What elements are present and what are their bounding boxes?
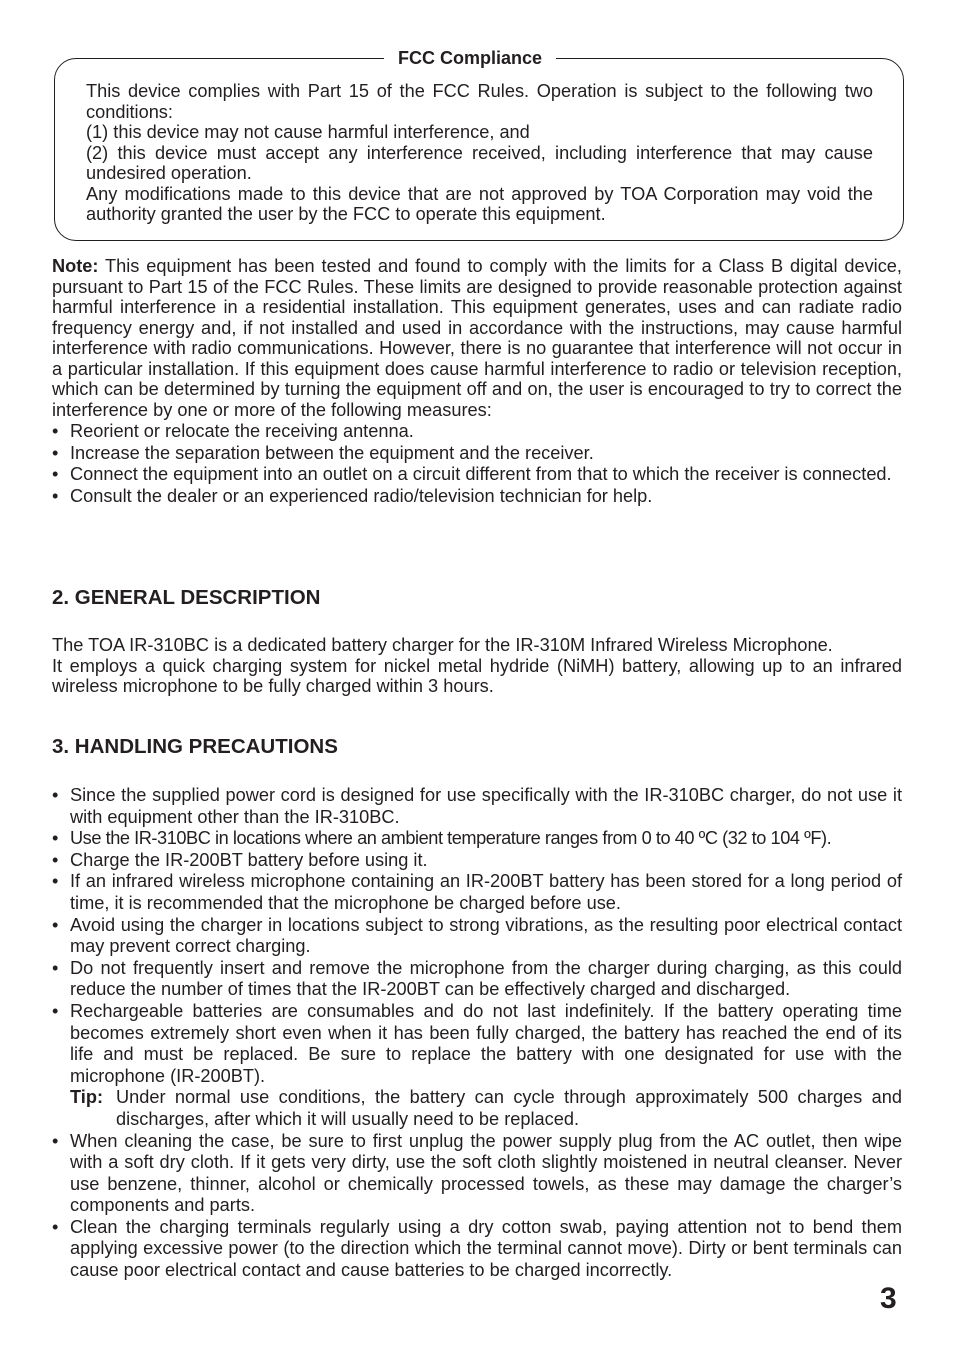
bullet-icon: • (52, 785, 59, 805)
list-item: • Avoid using the charger in locations subject to strong vibrations, as the resulting poor electrical contact may prevent correct charging. (52, 914, 902, 957)
tip-label: Tip: (70, 1087, 104, 1108)
list-item: • Charge the IR-200BT battery before using it. (52, 849, 428, 870)
note-text: This equipment has been tested and found to comply with the limits for a Class B digital device, pursuant to Part 15 of the FCC Rules. These limits are designed to provide reasonable protection against harmful interference in a residential installation. This equipment generates, uses and can radiate radio frequency energy and, if not installed and used in accordance with the instructions, may cause harmful interference with radio communications. However, there is no guarantee that interference will not occur in a particular installation. If this equipment does cause harmful interference to radio or television reception, which can be determined by turning the equipment off and on, the user is encouraged to try to correct the interference by one or more of the following measures: (52, 256, 902, 420)
note-label: Note: (52, 256, 99, 276)
section-heading-handling-precautions: 3. HANDLING PRECAUTIONS (52, 735, 338, 758)
bullet-icon: • (52, 871, 59, 892)
handling-precautions-body (52, 785, 902, 1282)
general-description-line: The TOA IR-310BC is a dedicated battery charger for the IR-310M Infrared Wireless Microphone. (52, 635, 833, 655)
bullet-icon: • (52, 442, 59, 463)
handling-precautions-list (52, 785, 902, 1282)
note-measures-list (52, 421, 902, 506)
tip-note (70, 1087, 902, 1130)
fcc-compliance-title: FCC Compliance (384, 47, 556, 69)
list-item: • Consult the dealer or an experienced radio/television technician for help. (52, 485, 653, 506)
list-item: • If an infrared wireless microphone containing an IR-200BT battery has been stored for a long period of time, it is recommended that the microphone be charged before use. (52, 871, 902, 913)
general-description-body (52, 635, 902, 697)
list-item: • Use the IR-310BC in locations where an ambient temperature ranges from 0 to 40 ºC (32 to 104 ºF). (52, 828, 832, 849)
list-item: • Connect the equipment into an outlet on a circuit different from that to which the receiver is connected. (52, 464, 892, 484)
bullet-icon: • (52, 828, 58, 849)
fcc-condition-2: (2) this device must accept any interference received, including interference that may cause undesired operation. (86, 142, 873, 183)
bullet-icon: • (52, 914, 59, 935)
list-item: • Increase the separation between the equipment and the receiver. (52, 442, 594, 463)
bullet-icon: • (52, 957, 59, 978)
list-item: • Since the supplied power cord is designed for use specifically with the IR-310BC charger, do not use it with equipment other than the IR-310BC. (52, 785, 902, 827)
tip-text: Under normal use conditions, the battery can cycle through approximately 500 charges and discharges, after which it will usually need to be replaced. (116, 1087, 902, 1129)
bullet-icon: • (52, 464, 59, 484)
bullet-icon: • (52, 1130, 59, 1151)
list-item: • Reorient or relocate the receiving antenna. (52, 421, 414, 441)
section-heading-general-description: 2. GENERAL DESCRIPTION (52, 586, 321, 609)
fcc-paragraph-modifications: Any modifications made to this device that are not approved by TOA Corporation may void the authority granted the user by the FCC to operate this equipment. (86, 183, 873, 224)
fcc-compliance-body (86, 81, 873, 225)
bullet-icon: • (52, 421, 59, 441)
fcc-paragraph: This device complies with Part 15 of the FCC Rules. Operation is subject to the following two conditions: (86, 81, 873, 122)
general-description-paragraph: It employs a quick charging system for nickel metal hydride (NiMH) battery, allowing up to an infrared wireless microphone to be fully charged within 3 hours. (52, 655, 902, 696)
fcc-condition-1: (1) this device may not cause harmful interference, and (86, 122, 530, 142)
list-item: • Rechargeable batteries are consumables and do not last indefinitely. If the battery operating time becomes extremely short even when it has been fully charged, the battery has reached the end of its life and must be replaced. Be sure to replace the battery with one designated for use with the microphone (IR-200BT). Tip: Under normal use conditions, the battery can cycle through approximately 500 charges and discharges, after which it will usually need to be replaced. (52, 1000, 902, 1129)
bullet-icon: • (52, 485, 59, 506)
list-item: • Clean the charging terminals regularly using a dry cotton swab, paying attention not to bend them applying excessive power (to the direction which the terminal cannot move). Dirty or bent terminals can cause poor electrical contact and cause batteries to be charged incorrectly. (52, 1216, 902, 1281)
bullet-icon: • (52, 849, 59, 870)
page-number: 3 (880, 1282, 897, 1315)
list-item: • When cleaning the case, be sure to first unplug the power supply plug from the AC outlet, then wipe with a soft dry cloth. If it gets very dirty, use the soft cloth slightly moistened in neutral cleanser. Never use benzene, thinner, alcohol or chemically processed towels, as these may damage the charger’s components and parts. (52, 1130, 902, 1216)
bullet-icon: • (52, 1216, 59, 1237)
fcc-note (52, 256, 902, 506)
bullet-icon: • (52, 1000, 59, 1021)
list-item: • Do not frequently insert and remove the microphone from the charger during charging, as this could reduce the number of times that the IR-200BT can be effectively charged and discharged. (52, 957, 902, 1000)
